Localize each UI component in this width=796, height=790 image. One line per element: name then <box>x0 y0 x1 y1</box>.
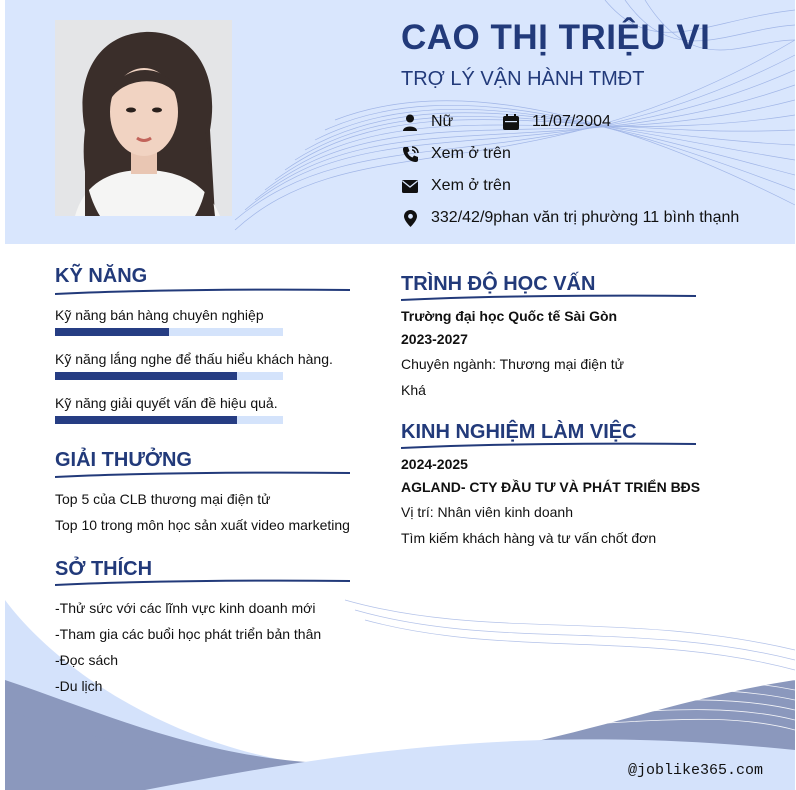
candidate-name: CAO THỊ TRIỆU VI <box>401 18 711 57</box>
hobbies-heading-underline <box>55 578 350 588</box>
skill-label: Kỹ năng giải quyết vấn đề hiệu quả. <box>55 395 278 411</box>
address-row <box>401 209 739 227</box>
profile-photo <box>55 20 232 216</box>
experience-position: Vị trí: Nhân viên kinh doanh <box>401 504 573 520</box>
hobby-item: -Thử sức với các lĩnh vực kinh doanh mới <box>55 600 316 616</box>
skill-bar <box>55 372 283 380</box>
birthdate-row <box>502 113 611 131</box>
envelope-icon <box>401 177 419 195</box>
skills-heading: KỸ NĂNG <box>55 265 148 287</box>
award-item: Top 5 của CLB thương mại điện tử <box>55 491 271 507</box>
experience-heading-underline <box>401 441 696 451</box>
school-name: Trường đại học Quốc tế Sài Gòn <box>401 308 618 324</box>
gender-row <box>401 113 453 131</box>
education-heading-underline <box>401 293 696 303</box>
education-heading: TRÌNH ĐỘ HỌC VẤN <box>401 273 596 295</box>
user-icon <box>401 113 419 131</box>
skills-heading-underline <box>55 287 350 297</box>
skill-bar-fill <box>55 328 169 336</box>
experience-heading: KINH NGHIỆM LÀM VIỆC <box>401 421 637 443</box>
bottom-decorative-waves <box>5 560 795 790</box>
education-grade: Khá <box>401 382 426 398</box>
phone-icon <box>401 145 419 163</box>
birthdate-value: 11/07/2004 <box>532 113 611 130</box>
header <box>5 0 795 244</box>
experience-company: AGLAND- CTY ĐẦU TƯ VÀ PHÁT TRIỂN BĐS <box>401 479 701 495</box>
awards-heading: GIẢI THƯỞNG <box>55 449 192 471</box>
hobbies-heading: SỞ THÍCH <box>55 558 153 580</box>
education-years: 2023-2027 <box>401 331 468 347</box>
hobby-item: -Đọc sách <box>55 652 119 668</box>
calendar-icon <box>502 113 520 131</box>
phone-value: Xem ở trên <box>431 145 511 162</box>
award-item: Top 10 trong môn học sản xuất video marketing <box>55 517 350 533</box>
hobby-item: -Tham gia các buổi học phát triển bản thân <box>55 626 322 642</box>
skill-bar-fill <box>55 372 237 380</box>
skill-bar-fill <box>55 416 237 424</box>
hobby-item: -Du lịch <box>55 678 103 694</box>
phone-row <box>401 145 511 163</box>
gender-value: Nữ <box>431 113 454 130</box>
location-pin-icon <box>401 209 419 227</box>
resume-page <box>5 0 795 790</box>
watermark: @joblike365.com <box>628 762 764 779</box>
skill-bar <box>55 416 283 424</box>
education-major: Chuyên ngành: Thương mại điện tử <box>401 356 625 372</box>
portrait-image <box>55 20 232 216</box>
skill-label: Kỹ năng bán hàng chuyên nghiệp <box>55 307 264 323</box>
experience-description: Tìm kiếm khách hàng và tư vấn chốt đơn <box>401 530 657 546</box>
awards-heading-underline <box>55 470 350 480</box>
job-title: TRỢ LÝ VẬN HÀNH TMĐT <box>401 68 645 90</box>
email-value: Xem ở trên <box>431 177 511 194</box>
skill-bar <box>55 328 283 336</box>
email-row <box>401 177 511 195</box>
address-value: 332/42/9phan văn trị phường 11 bình thạnh <box>431 209 740 226</box>
experience-years: 2024-2025 <box>401 456 468 472</box>
skill-label: Kỹ năng lắng nghe để thấu hiểu khách hàng. <box>55 351 333 367</box>
